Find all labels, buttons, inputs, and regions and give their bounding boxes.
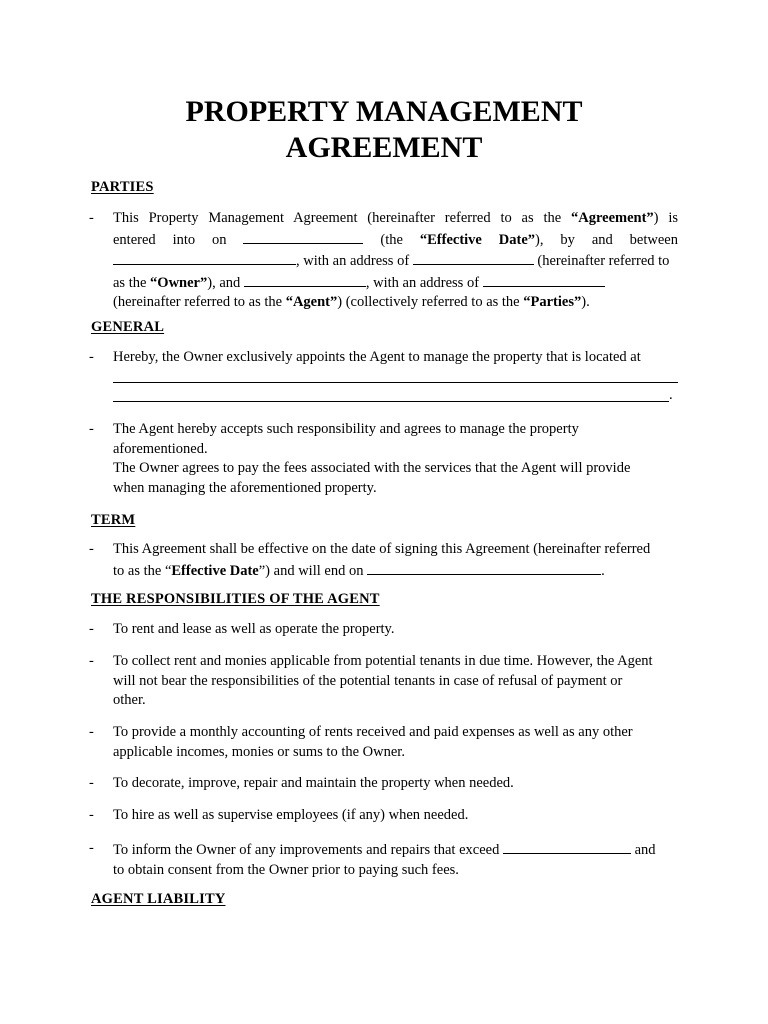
document-title-line-1: PROPERTY MANAGEMENT	[185, 95, 583, 128]
term-paragraph	[113, 540, 650, 581]
general-b2-line-4: when managing the aforementioned property.	[113, 479, 377, 496]
general-b2-line-1: The Agent hereby accepts such responsibility and agrees to manage the property	[113, 421, 579, 437]
bullet-marker: -	[89, 724, 94, 740]
bullet-marker: -	[89, 210, 94, 226]
owner-name-blank[interactable]	[113, 250, 296, 265]
parties-line-4: as the “Owner”), and , with an address of	[113, 272, 678, 294]
responsibility-6-line-1: To inform the Owner of any improvements and repairs that exceed and	[113, 839, 656, 861]
section-heading-responsibilities: THE RESPONSIBILITIES OF THE AGENT	[91, 591, 380, 607]
property-address-blank-line-1[interactable]	[113, 382, 678, 383]
bullet-marker: -	[89, 775, 94, 791]
responsibility-3-line-1: To provide a monthly accounting of rents received and paid expenses as well as any other	[113, 724, 633, 740]
responsibility-2-line-3: other.	[113, 692, 146, 708]
parties-line-2: entered into on (the “Effective Date”), by and between	[113, 229, 678, 251]
general-bullet-1: Hereby, the Owner exclusively appoints the Agent to manage the property that is located at	[113, 349, 641, 365]
section-heading-term: TERM	[91, 512, 136, 528]
agent-address-blank[interactable]	[483, 272, 605, 287]
term-line-1: This Agreement shall be effective on the date of signing this Agreement (hereinafter referred	[113, 541, 651, 557]
general-b2-line-3: The Owner agrees to pay the fees associated with the services that the Agent will provide	[113, 460, 631, 476]
owner-address-blank[interactable]	[413, 250, 534, 265]
term-line-2: to as the “Effective Date”) and will end on .	[113, 560, 650, 582]
bullet-marker: -	[89, 421, 94, 437]
responsibility-6-line-2: to obtain consent from the Owner prior to paying such fees.	[113, 861, 459, 878]
agent-name-blank[interactable]	[244, 272, 366, 287]
parties-line-5: (hereinafter referred to as the “Agent”) (collectively referred to as the “Parties”).	[113, 294, 590, 310]
responsibility-3-line-2: applicable incomes, monies or sums to the Owner.	[113, 743, 405, 760]
document-title-line-2: AGREEMENT	[285, 131, 483, 164]
parties-line-1: This Property Management Agreement (hereinafter referred to as the “Agreement”) is	[113, 210, 678, 226]
section-heading-parties: PARTIES	[91, 179, 154, 195]
responsibility-item-3	[113, 723, 633, 762]
repair-threshold-blank[interactable]	[503, 839, 631, 854]
parties-paragraph	[113, 209, 678, 313]
responsibility-item-5: To hire as well as supervise employees (if any) when needed.	[113, 807, 469, 823]
bullet-marker: -	[89, 807, 94, 823]
general-b2-line-2: aforementioned.	[113, 440, 208, 457]
parties-line-3: , with an address of (hereinafter referred to	[113, 250, 678, 272]
responsibility-item-1: To rent and lease as well as operate the property.	[113, 621, 395, 637]
responsibility-item-6	[113, 839, 656, 880]
end-date-blank[interactable]	[367, 560, 601, 575]
responsibility-item-4: To decorate, improve, repair and maintain the property when needed.	[113, 775, 514, 791]
bullet-marker: -	[89, 621, 94, 637]
responsibility-item-2	[113, 652, 653, 711]
bullet-marker: -	[89, 653, 94, 669]
bullet-marker: -	[89, 840, 94, 856]
bullet-marker: -	[89, 349, 94, 365]
section-heading-agent-liability: AGENT LIABILITY	[91, 891, 226, 907]
responsibility-2-line-1: To collect rent and monies applicable from potential tenants in due time. However, the Agent	[113, 653, 653, 669]
address-period: .	[669, 387, 673, 403]
responsibility-2-line-2: will not bear the responsibilities of the potential tenants in case of refusal of payment or	[113, 672, 623, 689]
general-bullet-2	[113, 420, 630, 498]
section-heading-general: GENERAL	[91, 319, 165, 335]
bullet-marker: -	[89, 541, 94, 557]
property-address-blank-line-2[interactable]	[113, 401, 669, 402]
effective-date-blank[interactable]	[243, 229, 363, 244]
